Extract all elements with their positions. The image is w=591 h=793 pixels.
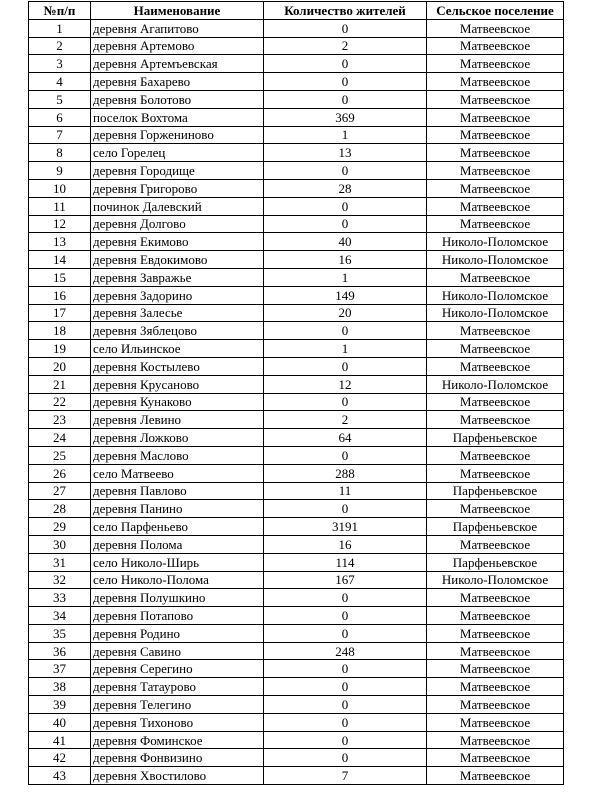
row-name: деревня Павлово — [91, 482, 264, 500]
table-row — [29, 357, 564, 375]
row-population: 288 — [264, 464, 427, 482]
row-number: 14 — [29, 251, 91, 269]
row-number: 42 — [29, 749, 91, 767]
table-row — [29, 375, 564, 393]
table-row — [29, 624, 564, 642]
row-number: 2 — [29, 37, 91, 55]
row-name: деревня Маслово — [91, 446, 264, 464]
table-row — [29, 749, 564, 767]
row-name: починок Далевский — [91, 197, 264, 215]
row-number: 28 — [29, 500, 91, 518]
table-row — [29, 179, 564, 197]
row-settlement: Матвеевское — [427, 393, 564, 411]
table-row — [29, 571, 564, 589]
row-population: 3191 — [264, 518, 427, 536]
row-name: деревня Болотово — [91, 90, 264, 108]
row-population: 7 — [264, 767, 427, 785]
row-name: село Николо-Ширь — [91, 553, 264, 571]
row-number: 23 — [29, 411, 91, 429]
table-row — [29, 464, 564, 482]
table-row — [29, 767, 564, 785]
settlements-table — [28, 1, 564, 785]
row-population: 0 — [264, 162, 427, 180]
row-settlement: Матвеевское — [427, 108, 564, 126]
row-name: деревня Задорино — [91, 286, 264, 304]
row-settlement: Парфеньевское — [427, 553, 564, 571]
row-population: 12 — [264, 375, 427, 393]
table-row — [29, 642, 564, 660]
row-population: 0 — [264, 90, 427, 108]
table-row — [29, 197, 564, 215]
row-settlement: Николо-Поломское — [427, 233, 564, 251]
row-population: 0 — [264, 393, 427, 411]
row-settlement: Матвеевское — [427, 411, 564, 429]
row-name: деревня Григорово — [91, 179, 264, 197]
row-number: 34 — [29, 607, 91, 625]
row-number: 24 — [29, 429, 91, 447]
row-settlement: Матвеевское — [427, 642, 564, 660]
row-population: 16 — [264, 251, 427, 269]
row-name: село Горелец — [91, 144, 264, 162]
row-name: деревня Панино — [91, 500, 264, 518]
row-population: 20 — [264, 304, 427, 322]
header-name: Наименование — [91, 2, 264, 20]
row-population: 0 — [264, 589, 427, 607]
row-population: 0 — [264, 607, 427, 625]
row-name: деревня Полома — [91, 535, 264, 553]
row-name: деревня Агапитово — [91, 19, 264, 37]
row-number: 35 — [29, 624, 91, 642]
table-row — [29, 482, 564, 500]
row-population: 0 — [264, 678, 427, 696]
row-settlement: Парфеньевское — [427, 482, 564, 500]
row-settlement: Матвеевское — [427, 55, 564, 73]
row-name: деревня Кунаково — [91, 393, 264, 411]
row-name: деревня Серегино — [91, 660, 264, 678]
row-number: 27 — [29, 482, 91, 500]
table-row — [29, 73, 564, 91]
row-number: 37 — [29, 660, 91, 678]
row-settlement: Николо-Поломское — [427, 251, 564, 269]
row-name: деревня Ложково — [91, 429, 264, 447]
row-settlement: Матвеевское — [427, 678, 564, 696]
row-population: 369 — [264, 108, 427, 126]
table-row — [29, 215, 564, 233]
table-row — [29, 90, 564, 108]
row-number: 30 — [29, 535, 91, 553]
row-name: деревня Телегино — [91, 696, 264, 714]
row-name: деревня Залесье — [91, 304, 264, 322]
row-population: 167 — [264, 571, 427, 589]
table-row — [29, 535, 564, 553]
row-name: деревня Евдокимово — [91, 251, 264, 269]
row-name: деревня Артемъевская — [91, 55, 264, 73]
row-name: село Николо-Полома — [91, 571, 264, 589]
row-settlement: Матвеевское — [427, 749, 564, 767]
table-row — [29, 589, 564, 607]
row-settlement: Матвеевское — [427, 73, 564, 91]
row-number: 31 — [29, 553, 91, 571]
row-population: 2 — [264, 411, 427, 429]
table-row — [29, 660, 564, 678]
row-population: 11 — [264, 482, 427, 500]
table-row — [29, 713, 564, 731]
row-population: 16 — [264, 535, 427, 553]
row-name: деревня Зяблецово — [91, 322, 264, 340]
table-row — [29, 37, 564, 55]
table-row — [29, 55, 564, 73]
row-settlement: Матвеевское — [427, 464, 564, 482]
row-settlement: Матвеевское — [427, 179, 564, 197]
row-settlement: Матвеевское — [427, 660, 564, 678]
row-name: деревня Костылево — [91, 357, 264, 375]
table-row — [29, 19, 564, 37]
header-number: №п/п — [29, 2, 91, 20]
table-row — [29, 393, 564, 411]
row-name: деревня Екимово — [91, 233, 264, 251]
row-settlement: Николо-Поломское — [427, 304, 564, 322]
table-row — [29, 144, 564, 162]
row-population: 0 — [264, 713, 427, 731]
row-settlement: Парфеньевское — [427, 518, 564, 536]
row-number: 18 — [29, 322, 91, 340]
row-settlement: Николо-Поломское — [427, 571, 564, 589]
table-row — [29, 251, 564, 269]
table-row — [29, 322, 564, 340]
row-number: 38 — [29, 678, 91, 696]
row-settlement: Матвеевское — [427, 731, 564, 749]
table-row — [29, 340, 564, 358]
row-number: 15 — [29, 268, 91, 286]
row-number: 1 — [29, 19, 91, 37]
row-population: 114 — [264, 553, 427, 571]
row-population: 64 — [264, 429, 427, 447]
row-name: деревня Татаурово — [91, 678, 264, 696]
row-population: 2 — [264, 37, 427, 55]
row-population: 0 — [264, 322, 427, 340]
row-population: 0 — [264, 73, 427, 91]
table-row — [29, 304, 564, 322]
row-name: деревня Фоминское — [91, 731, 264, 749]
row-settlement: Матвеевское — [427, 90, 564, 108]
row-name: деревня Потапово — [91, 607, 264, 625]
row-settlement: Матвеевское — [427, 713, 564, 731]
row-settlement: Матвеевское — [427, 162, 564, 180]
row-population: 40 — [264, 233, 427, 251]
row-number: 12 — [29, 215, 91, 233]
row-population: 28 — [264, 179, 427, 197]
table-row — [29, 678, 564, 696]
row-settlement: Матвеевское — [427, 197, 564, 215]
row-settlement: Матвеевское — [427, 607, 564, 625]
row-population: 1 — [264, 126, 427, 144]
row-settlement: Матвеевское — [427, 589, 564, 607]
row-settlement: Матвеевское — [427, 357, 564, 375]
row-population: 0 — [264, 446, 427, 464]
table-row — [29, 411, 564, 429]
row-settlement: Матвеевское — [427, 624, 564, 642]
row-population: 248 — [264, 642, 427, 660]
row-number: 9 — [29, 162, 91, 180]
table-row — [29, 233, 564, 251]
row-number: 36 — [29, 642, 91, 660]
row-settlement: Парфеньевское — [427, 429, 564, 447]
row-name: деревня Долгово — [91, 215, 264, 233]
table-row — [29, 500, 564, 518]
header-settlement: Сельское поселение — [427, 2, 564, 20]
row-number: 22 — [29, 393, 91, 411]
table-row — [29, 696, 564, 714]
row-settlement: Матвеевское — [427, 322, 564, 340]
row-name: деревня Фонвизино — [91, 749, 264, 767]
row-number: 21 — [29, 375, 91, 393]
row-number: 11 — [29, 197, 91, 215]
row-settlement: Матвеевское — [427, 696, 564, 714]
row-population: 0 — [264, 215, 427, 233]
row-name: село Матвеево — [91, 464, 264, 482]
row-number: 41 — [29, 731, 91, 749]
row-number: 10 — [29, 179, 91, 197]
row-settlement: Николо-Поломское — [427, 286, 564, 304]
row-population: 0 — [264, 357, 427, 375]
row-name: деревня Левино — [91, 411, 264, 429]
table-row — [29, 518, 564, 536]
table-header-row — [29, 2, 564, 20]
row-name: деревня Городище — [91, 162, 264, 180]
row-population: 0 — [264, 696, 427, 714]
row-settlement: Матвеевское — [427, 126, 564, 144]
table-row — [29, 607, 564, 625]
row-settlement: Матвеевское — [427, 144, 564, 162]
row-number: 8 — [29, 144, 91, 162]
row-number: 4 — [29, 73, 91, 91]
row-settlement: Матвеевское — [427, 446, 564, 464]
row-settlement: Матвеевское — [427, 535, 564, 553]
row-name: деревня Завражье — [91, 268, 264, 286]
row-population: 1 — [264, 340, 427, 358]
row-number: 29 — [29, 518, 91, 536]
row-number: 32 — [29, 571, 91, 589]
row-number: 25 — [29, 446, 91, 464]
row-name: деревня Хвостилово — [91, 767, 264, 785]
header-population: Количество жителей — [264, 2, 427, 20]
row-number: 40 — [29, 713, 91, 731]
row-settlement: Матвеевское — [427, 767, 564, 785]
row-number: 39 — [29, 696, 91, 714]
row-name: поселок Вохтома — [91, 108, 264, 126]
row-name: деревня Артемово — [91, 37, 264, 55]
row-name: деревня Крусаново — [91, 375, 264, 393]
row-name: село Ильинское — [91, 340, 264, 358]
row-number: 19 — [29, 340, 91, 358]
table-row — [29, 553, 564, 571]
row-population: 1 — [264, 268, 427, 286]
row-population: 0 — [264, 55, 427, 73]
row-settlement: Матвеевское — [427, 268, 564, 286]
row-population: 0 — [264, 197, 427, 215]
row-population: 0 — [264, 19, 427, 37]
row-settlement: Матвеевское — [427, 37, 564, 55]
table-row — [29, 108, 564, 126]
row-name: деревня Полушкино — [91, 589, 264, 607]
row-population: 0 — [264, 731, 427, 749]
row-name: деревня Горжениново — [91, 126, 264, 144]
table-row — [29, 286, 564, 304]
row-settlement: Матвеевское — [427, 19, 564, 37]
row-population: 0 — [264, 500, 427, 518]
row-number: 33 — [29, 589, 91, 607]
row-number: 7 — [29, 126, 91, 144]
table-row — [29, 446, 564, 464]
row-number: 3 — [29, 55, 91, 73]
row-number: 17 — [29, 304, 91, 322]
row-number: 6 — [29, 108, 91, 126]
row-population: 0 — [264, 624, 427, 642]
table-row — [29, 268, 564, 286]
row-name: деревня Савино — [91, 642, 264, 660]
table-row — [29, 162, 564, 180]
row-number: 13 — [29, 233, 91, 251]
row-settlement: Матвеевское — [427, 340, 564, 358]
row-name: село Парфеньево — [91, 518, 264, 536]
row-number: 16 — [29, 286, 91, 304]
row-name: деревня Бахарево — [91, 73, 264, 91]
row-name: деревня Родино — [91, 624, 264, 642]
row-number: 5 — [29, 90, 91, 108]
row-number: 43 — [29, 767, 91, 785]
table-row — [29, 429, 564, 447]
table-row — [29, 126, 564, 144]
row-number: 20 — [29, 357, 91, 375]
row-population: 13 — [264, 144, 427, 162]
row-settlement: Матвеевское — [427, 500, 564, 518]
table-body — [29, 19, 564, 784]
row-settlement: Николо-Поломское — [427, 375, 564, 393]
row-settlement: Матвеевское — [427, 215, 564, 233]
row-number: 26 — [29, 464, 91, 482]
table-row — [29, 731, 564, 749]
row-population: 149 — [264, 286, 427, 304]
row-population: 0 — [264, 660, 427, 678]
row-name: деревня Тихоново — [91, 713, 264, 731]
row-population: 0 — [264, 749, 427, 767]
